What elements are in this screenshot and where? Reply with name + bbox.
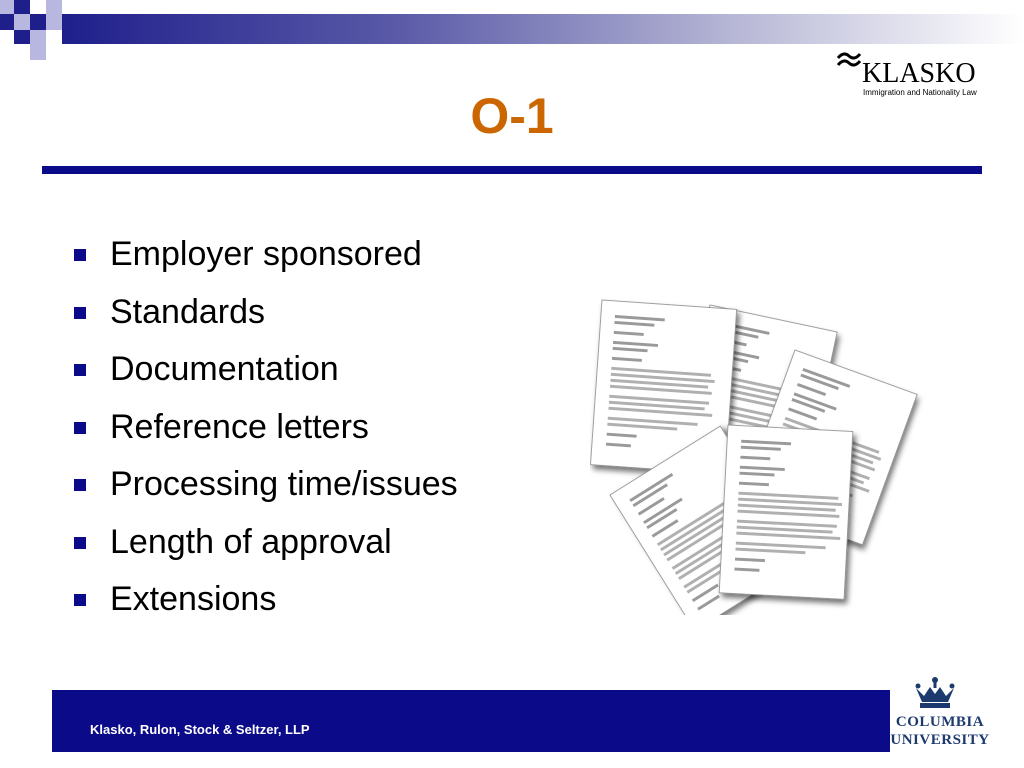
bullet-list <box>70 226 458 629</box>
bullet-square-icon <box>74 479 86 491</box>
bullet-square-icon <box>74 249 86 261</box>
footer-bar <box>52 690 890 752</box>
bullet-item: Documentation <box>70 341 458 399</box>
top-gradient-band <box>62 14 1024 44</box>
klasko-wordmark: KLASKO <box>862 58 976 89</box>
columbia-line1: COLUMBIA <box>895 714 985 730</box>
letter-page <box>719 425 853 599</box>
crown-icon <box>910 676 960 710</box>
bullet-item: Standards <box>70 284 458 342</box>
title-underline <box>42 166 982 174</box>
footer-firm-name: Klasko, Rulon, Stock & Seltzer, LLP <box>90 722 310 737</box>
klasko-wave-icon <box>836 50 862 76</box>
bullet-item: Employer sponsored <box>70 226 458 284</box>
bullet-item: Reference letters <box>70 399 458 457</box>
bullet-item: Length of approval <box>70 514 458 572</box>
bullet-square-icon <box>74 594 86 606</box>
columbia-logo <box>890 676 1000 756</box>
columbia-line2: UNIVERSITY <box>890 732 990 748</box>
bullet-item: Processing time/issues <box>70 456 458 514</box>
klasko-tagline: Immigration and Nationality Law <box>863 88 977 97</box>
letters-clipart <box>590 295 960 615</box>
bullet-square-icon <box>74 307 86 319</box>
slide-title: O-1 <box>470 88 554 144</box>
bullet-square-icon <box>74 422 86 434</box>
bullet-square-icon <box>74 537 86 549</box>
bullet-item: Extensions <box>70 571 458 629</box>
bullet-square-icon <box>74 364 86 376</box>
